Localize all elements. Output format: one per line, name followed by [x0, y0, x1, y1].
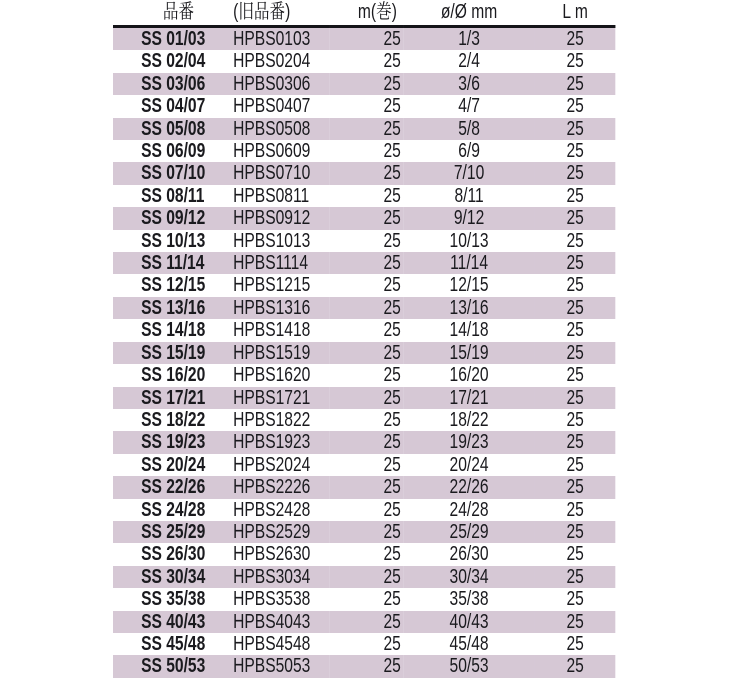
part-number-cell: SS 17/21 [113, 387, 230, 409]
diameter-cell: 3/6 [403, 73, 535, 95]
table-row [113, 95, 615, 117]
old-part-number-cell: HPBS0710 [230, 162, 330, 184]
table-row [113, 655, 615, 677]
table-row [113, 454, 615, 476]
part-number-cell: SS 07/10 [113, 162, 230, 184]
part-number-cell: SS 01/03 [113, 27, 230, 51]
old-part-number-cell: HPBS0407 [233, 95, 311, 118]
old-part-number-cell: HPBS5053 [230, 655, 330, 677]
diameter-cell: 26/30 [449, 543, 489, 566]
col-header-meters-per-roll: m(巻) [330, 0, 403, 27]
old-part-number-cell: HPBS2529 [230, 521, 330, 543]
old-part-number-cell: HPBS0912 [230, 207, 330, 229]
old-part-number-cell: HPBS0609 [233, 140, 311, 163]
diameter-cell: 8/11 [454, 184, 484, 207]
diameter-cell: 9/12 [403, 207, 535, 229]
length-cell: 25 [535, 431, 615, 453]
old-part-number-cell: HPBS1721 [230, 387, 330, 409]
meters-per-roll-cell: 25 [383, 274, 401, 297]
length-cell: 25 [566, 50, 584, 73]
part-number-cell: SS 20/24 [141, 453, 206, 476]
length-cell: 25 [535, 73, 615, 95]
length-cell: 25 [566, 229, 584, 252]
old-part-number-cell: HPBS2024 [233, 453, 311, 476]
old-part-number-cell: HPBS3034 [230, 566, 330, 588]
diameter-cell: 2/4 [458, 50, 480, 73]
table-row [113, 118, 615, 140]
old-part-number-cell: HPBS2428 [233, 498, 311, 521]
diameter-cell: 20/24 [449, 453, 489, 476]
table-row [113, 364, 615, 386]
diameter-cell: 1/3 [403, 27, 535, 51]
part-number-cell: SS 09/12 [113, 207, 230, 229]
meters-per-roll-cell: 25 [383, 319, 401, 342]
old-part-number-cell: HPBS1316 [230, 297, 330, 319]
table-row [113, 521, 615, 543]
old-part-number-cell: HPBS1620 [233, 364, 311, 387]
meters-per-roll-cell: 25 [383, 632, 401, 655]
meters-per-roll-cell: 25 [383, 408, 401, 431]
length-cell: 25 [566, 408, 584, 431]
table-row [113, 633, 615, 655]
meters-per-roll-cell: 25 [330, 387, 403, 409]
length-cell: 25 [535, 162, 615, 184]
diameter-cell: 5/8 [403, 118, 535, 140]
table-header [113, 0, 615, 27]
length-cell: 25 [535, 655, 615, 677]
meters-per-roll-cell: 25 [383, 229, 401, 252]
diameter-cell: 24/28 [449, 498, 489, 521]
table-row [113, 252, 615, 274]
part-number-cell: SS 26/30 [141, 543, 206, 566]
part-number-cell: SS 10/13 [141, 229, 206, 252]
col-header-part-number: 品番 [113, 0, 230, 27]
old-part-number-cell: HPBS0204 [233, 50, 311, 73]
table-row [113, 185, 615, 207]
meters-per-roll-cell: 25 [383, 498, 401, 521]
length-cell: 25 [535, 27, 615, 51]
diameter-cell: 35/38 [449, 588, 489, 611]
old-part-number-cell: HPBS2630 [233, 543, 311, 566]
old-part-number-cell: HPBS3538 [233, 588, 311, 611]
diameter-cell: 18/22 [449, 408, 489, 431]
table-row [113, 27, 615, 51]
header-row [113, 0, 615, 27]
meters-per-roll-cell: 25 [330, 342, 403, 364]
table-row [113, 230, 615, 252]
part-number-cell: SS 18/22 [141, 408, 206, 431]
table-row [113, 342, 615, 364]
old-part-number-cell: HPBS0508 [230, 118, 330, 140]
old-part-number-cell: HPBS1215 [233, 274, 311, 297]
part-number-cell: SS 19/23 [113, 431, 230, 453]
old-part-number-cell: HPBS1013 [233, 229, 311, 252]
diameter-cell: 22/26 [403, 476, 535, 498]
diameter-cell: 50/53 [403, 655, 535, 677]
length-cell: 25 [566, 364, 584, 387]
old-part-number-cell: HPBS1923 [230, 431, 330, 453]
part-number-cell: SS 06/09 [141, 140, 206, 163]
part-number-cell: SS 40/43 [113, 611, 230, 633]
length-cell: 25 [535, 476, 615, 498]
col-header-length-m: L m [535, 0, 615, 27]
meters-per-roll-cell: 25 [330, 566, 403, 588]
length-cell: 25 [535, 387, 615, 409]
meters-per-roll-cell: 25 [383, 95, 401, 118]
old-part-number-cell: HPBS4043 [230, 611, 330, 633]
table-row [113, 476, 615, 498]
diameter-cell: 10/13 [449, 229, 489, 252]
part-number-cell: SS 05/08 [113, 118, 230, 140]
meters-per-roll-cell: 25 [330, 655, 403, 677]
part-number-cell: SS 08/11 [141, 184, 205, 207]
diameter-cell: 17/21 [403, 387, 535, 409]
meters-per-roll-cell: 25 [330, 252, 403, 274]
old-part-number-cell: HPBS1114 [230, 252, 330, 274]
meters-per-roll-cell: 25 [383, 50, 401, 73]
meters-per-roll-cell: 25 [330, 431, 403, 453]
part-number-cell: SS 25/29 [113, 521, 230, 543]
table-row [113, 297, 615, 319]
part-number-cell: SS 15/19 [113, 342, 230, 364]
length-cell: 25 [566, 632, 584, 655]
diameter-cell: 7/10 [403, 162, 535, 184]
length-cell: 25 [535, 207, 615, 229]
old-part-number-cell: HPBS1418 [233, 319, 311, 342]
part-number-cell: SS 50/53 [113, 655, 230, 677]
meters-per-roll-cell: 25 [383, 184, 401, 207]
part-number-cell: SS 04/07 [141, 95, 206, 118]
part-number-cell: SS 13/16 [113, 297, 230, 319]
table-row [113, 319, 615, 341]
part-number-cell: SS 30/34 [113, 566, 230, 588]
diameter-cell: 15/19 [403, 342, 535, 364]
part-number-cell: SS 16/20 [141, 364, 206, 387]
diameter-cell: 4/7 [458, 95, 480, 118]
length-cell: 25 [535, 342, 615, 364]
table-row [113, 499, 615, 521]
table-row [113, 162, 615, 184]
table-row [113, 611, 615, 633]
meters-per-roll-cell: 25 [383, 588, 401, 611]
length-cell: 25 [566, 184, 584, 207]
part-number-cell: SS 45/48 [141, 632, 206, 655]
length-cell: 25 [535, 297, 615, 319]
part-number-cell: SS 03/06 [113, 73, 230, 95]
length-cell: 25 [566, 319, 584, 342]
meters-per-roll-cell: 25 [330, 521, 403, 543]
meters-per-roll-cell: 25 [383, 453, 401, 476]
table-row [113, 431, 615, 453]
meters-per-roll-cell: 25 [383, 140, 401, 163]
table-row [113, 274, 615, 296]
length-cell: 25 [566, 274, 584, 297]
meters-per-roll-cell: 25 [330, 207, 403, 229]
length-cell: 25 [535, 252, 615, 274]
meters-per-roll-cell: 25 [330, 162, 403, 184]
old-part-number-cell: HPBS2226 [230, 476, 330, 498]
meters-per-roll-cell: 25 [330, 297, 403, 319]
table-row [113, 566, 615, 588]
meters-per-roll-cell: 25 [383, 543, 401, 566]
diameter-cell: 6/9 [458, 140, 480, 163]
old-part-number-cell: HPBS1519 [230, 342, 330, 364]
table-row [113, 588, 615, 610]
length-cell: 25 [566, 95, 584, 118]
diameter-cell: 13/16 [403, 297, 535, 319]
table-row [113, 50, 615, 72]
meters-per-roll-cell: 25 [383, 364, 401, 387]
length-cell: 25 [566, 140, 584, 163]
diameter-cell: 19/23 [403, 431, 535, 453]
part-number-cell: SS 12/15 [141, 274, 206, 297]
old-part-number-cell: HPBS1822 [233, 408, 311, 431]
part-number-cell: SS 24/28 [141, 498, 206, 521]
diameter-cell: 30/34 [403, 566, 535, 588]
table-row [113, 140, 615, 162]
length-cell: 25 [535, 118, 615, 140]
part-number-cell: SS 22/26 [113, 476, 230, 498]
old-part-number-cell: HPBS0306 [230, 73, 330, 95]
meters-per-roll-cell: 25 [330, 476, 403, 498]
length-cell: 25 [535, 611, 615, 633]
length-cell: 25 [566, 453, 584, 476]
table-row [113, 73, 615, 95]
product-spec-table [113, 0, 615, 678]
table-row [113, 409, 615, 431]
old-part-number-cell: HPBS0103 [230, 27, 330, 51]
diameter-cell: 14/18 [449, 319, 489, 342]
length-cell: 25 [535, 521, 615, 543]
diameter-cell: 40/43 [403, 611, 535, 633]
col-header-diameter-mm: ø/Ø mm [403, 0, 535, 27]
table-body [113, 27, 615, 678]
diameter-cell: 45/48 [449, 632, 489, 655]
meters-per-roll-cell: 25 [330, 118, 403, 140]
part-number-cell: SS 14/18 [141, 319, 206, 342]
part-number-cell: SS 35/38 [141, 588, 206, 611]
old-part-number-cell: HPBS0811 [233, 184, 310, 207]
part-number-cell: SS 02/04 [141, 50, 206, 73]
length-cell: 25 [566, 588, 584, 611]
diameter-cell: 25/29 [403, 521, 535, 543]
meters-per-roll-cell: 25 [330, 27, 403, 51]
table-row [113, 207, 615, 229]
table-row [113, 387, 615, 409]
col-header-old-part-number: (旧品番) [230, 0, 330, 27]
meters-per-roll-cell: 25 [330, 611, 403, 633]
meters-per-roll-cell: 25 [330, 73, 403, 95]
old-part-number-cell: HPBS4548 [233, 632, 311, 655]
diameter-cell: 12/15 [449, 274, 489, 297]
length-cell: 25 [566, 498, 584, 521]
length-cell: 25 [566, 543, 584, 566]
part-number-cell: SS 11/14 [113, 252, 230, 274]
diameter-cell: 11/14 [403, 252, 535, 274]
length-cell: 25 [535, 566, 615, 588]
table-row [113, 543, 615, 565]
diameter-cell: 16/20 [449, 364, 489, 387]
